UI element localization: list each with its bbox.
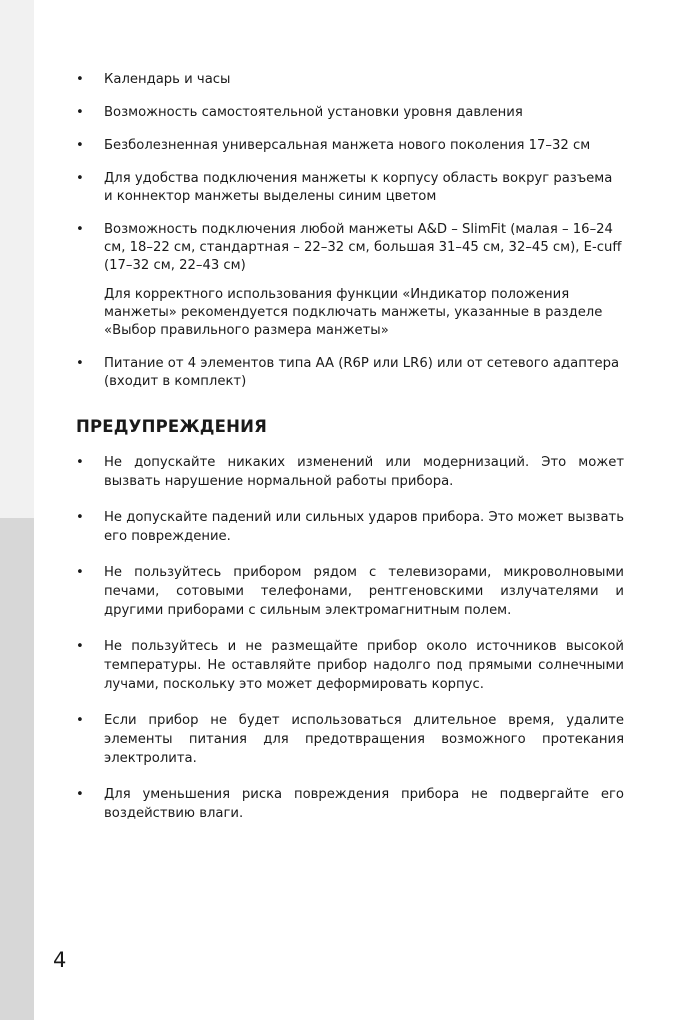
feature-text: Календарь и часы — [104, 72, 231, 87]
bullet-icon: • — [76, 356, 84, 371]
feature-note: Для корректного использования функции «Индикатор положения манжеты» рекомендуется подключать манжеты, указанные в разделе «Выбор правильного размера манжеты» — [104, 287, 603, 338]
list-item — [76, 508, 624, 546]
list-item — [76, 170, 624, 206]
bullet-icon: • — [76, 72, 84, 87]
features-list — [76, 71, 624, 391]
list-item — [76, 453, 624, 491]
list-item — [76, 637, 624, 694]
bullet-icon: • — [76, 713, 84, 728]
list-item — [76, 355, 624, 391]
side-strip-dark — [0, 518, 34, 1020]
bullet-icon: • — [76, 639, 84, 654]
warning-text: Для уменьшения риска повреждения прибора не подвергайте его воздействию влаги. — [104, 787, 624, 821]
feature-text: Возможность подключения любой манжеты A&D – SlimFit (малая – 16–24 см, 18–22 см, стандартная – 22–32 см, большая 31–45 см, 32–45 см), E-cuff (17–32 см, 22–43 см) — [104, 222, 622, 273]
feature-text: Возможность самостоятельной установки уровня давления — [104, 105, 523, 120]
bullet-icon: • — [76, 105, 84, 120]
warning-text: Если прибор не будет использоваться длительное время, удалите элементы питания для предотвращения возможного протекания электролита. — [104, 713, 624, 766]
feature-text: Безболезненная универсальная манжета нового поколения 17–32 см — [104, 138, 591, 153]
list-item — [76, 711, 624, 768]
list-item — [76, 137, 624, 155]
list-item — [76, 563, 624, 620]
warnings-list — [76, 453, 624, 823]
list-item — [76, 785, 624, 823]
side-strip-light — [0, 0, 34, 518]
bullet-icon: • — [76, 787, 84, 802]
warnings-heading: ПРЕДУПРЕЖДЕНИЯ — [76, 417, 268, 436]
list-item — [76, 104, 624, 122]
page-content — [76, 71, 624, 840]
warning-text: Не допускайте падений или сильных ударов прибора. Это может вызвать его повреждение. — [104, 510, 624, 544]
bullet-icon: • — [76, 510, 84, 525]
warning-text: Не допускайте никаких изменений или модернизаций. Это может вызвать нарушение нормальной работы прибора. — [104, 455, 624, 489]
bullet-icon: • — [76, 565, 84, 580]
feature-text: Питание от 4 элементов типа AA (R6P или LR6) или от сетевого адаптера (входит в комплект) — [104, 356, 620, 389]
bullet-icon: • — [76, 222, 84, 237]
feature-text: Для удобства подключения манжеты к корпусу область вокруг разъема и коннектор манжеты выделены синим цветом — [104, 171, 613, 204]
list-item — [76, 71, 624, 89]
warning-text: Не пользуйтесь и не размещайте прибор около источников высокой температуры. Не оставляйте прибор надолго под прямыми солнечными лучами, поскольку это может деформировать корпус. — [104, 639, 624, 692]
warning-text: Не пользуйтесь прибором рядом с телевизорами, микроволновыми печами, сотовыми телефонами, рентгеновскими излучателями и другими приборами с сильным электромагнитным полем. — [104, 565, 624, 618]
bullet-icon: • — [76, 171, 84, 186]
bullet-icon: • — [76, 138, 84, 153]
list-item — [76, 221, 624, 340]
page-number: 4 — [53, 948, 67, 972]
bullet-icon: • — [76, 455, 84, 470]
